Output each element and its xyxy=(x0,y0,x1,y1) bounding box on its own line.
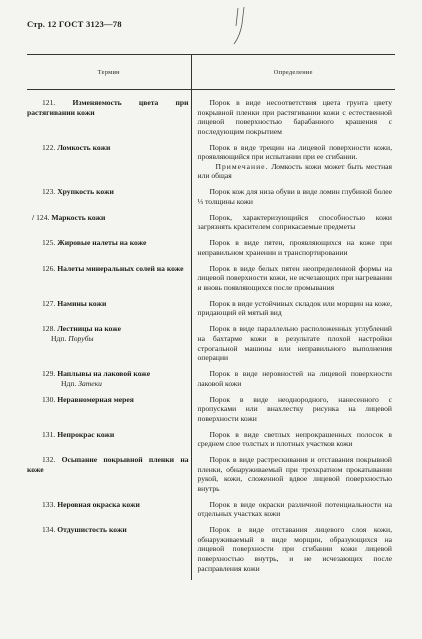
definition-cell xyxy=(191,395,395,430)
definition-cell xyxy=(191,143,395,188)
definition-text: Порок в виде трещин на лицевой поверхности кожи, проявляющийся при испытании при ее сгибании. xyxy=(197,142,392,162)
term-text: Жировые налеты на коже xyxy=(57,238,147,248)
term-cell xyxy=(27,143,191,188)
term-cell xyxy=(27,324,191,369)
term-text: Осыпание покрывной пленки на коже xyxy=(27,455,189,474)
definition-cell xyxy=(191,187,395,212)
table-row xyxy=(27,90,395,143)
definition-cell xyxy=(191,455,395,500)
term-cell xyxy=(27,299,191,324)
term-cell xyxy=(27,90,191,143)
synonym-line xyxy=(27,334,189,344)
term-number: 133. xyxy=(42,499,56,509)
terms-table xyxy=(27,54,395,580)
definition-cell xyxy=(191,324,395,369)
term-text: Отдушистость кожи xyxy=(57,525,127,535)
term-cell xyxy=(27,455,191,500)
definition-text: Порок в виде неоднородного, нанесенного с пропусками или внахлестку рисунка на лицевой поверхности кожи xyxy=(197,394,392,423)
synonym-prefix: Ндп. xyxy=(51,333,67,343)
table-row xyxy=(27,369,395,394)
definition-note xyxy=(198,162,393,181)
definition-cell xyxy=(191,213,395,238)
table-row xyxy=(27,500,395,525)
synonym-prefix: Ндп. xyxy=(61,378,77,388)
table-row xyxy=(27,324,395,369)
term-cell xyxy=(27,369,191,394)
definition-cell xyxy=(191,238,395,263)
term-number: 122. xyxy=(42,142,56,152)
term-cell xyxy=(27,525,191,579)
definition-cell xyxy=(191,430,395,455)
term-text: Намины кожи xyxy=(57,298,107,308)
term-number: 126. xyxy=(42,263,56,273)
definition-text: Порок в виде растрескивания и отставания покрывной пленки, обнаруживаемый при трехкратном прокатывании рукой, кожи, сложенной вдвое лицевой поверхностью внутрь xyxy=(197,455,392,493)
term-number: 124. xyxy=(36,212,50,222)
term-text: Непрокрас кожи xyxy=(57,429,115,439)
table-row xyxy=(27,455,395,500)
term-cell xyxy=(27,430,191,455)
term-number: 134. xyxy=(42,525,56,535)
table-row xyxy=(27,525,395,579)
definition-text: Порок в виде окраски различной потенциальности на отдельных участках кожи xyxy=(197,499,392,519)
term-number: 127. xyxy=(42,298,56,308)
note-label: Примечание. xyxy=(215,161,269,171)
table-row xyxy=(27,213,395,238)
definition-text: Порок кож для низа обуви в виде ломин глубиной более ⅓ толщины кожи xyxy=(197,187,392,206)
term-cell xyxy=(27,238,191,263)
table-row xyxy=(27,187,395,212)
table-row xyxy=(27,238,395,263)
column-header-definitions: Определение xyxy=(191,55,395,90)
page-header: Стр. 12 ГОСТ 3123—78 xyxy=(27,19,122,29)
synonym-text: Порубы xyxy=(68,333,94,343)
term-number: 128. xyxy=(42,324,56,334)
column-header-terms: Термин xyxy=(27,55,191,90)
synonym-text: Затеки xyxy=(78,378,102,388)
table-row xyxy=(27,299,395,324)
synonym-line xyxy=(27,379,189,389)
term-number: 131. xyxy=(42,429,56,439)
definition-cell xyxy=(191,369,395,394)
term-cell xyxy=(27,187,191,212)
term-number: 130. xyxy=(42,394,56,404)
term-number: 125. xyxy=(42,238,56,248)
table-row xyxy=(27,395,395,430)
definition-cell xyxy=(191,500,395,525)
definition-text: Порок в виде белых пятен неопределенной формы на лицевой поверхности кожи, не исчезающих при нагревании и вновь появляющихся после промывания xyxy=(197,263,392,292)
note-text: Ломкость кожи может быть местная или общая xyxy=(197,161,392,181)
definition-cell xyxy=(191,90,395,143)
term-text: Неравномерная мерея xyxy=(57,394,134,404)
term-cell xyxy=(27,213,191,238)
definition-cell xyxy=(191,525,395,579)
term-text: Хрупкость кожи xyxy=(57,187,114,197)
term-cell xyxy=(27,264,191,299)
term-text: Ломкость кожи xyxy=(57,142,111,152)
definition-text: Порок в виде несоответствия цвета грунта цвету покрывной пленки при растягивании кожи с естественной лицевой поверхностью барабанного крашения с последующим покрытием xyxy=(197,98,392,136)
definition-text: Порок, характеризующийся способностью кожи загрязнять красителем соприкасаемые предметы xyxy=(197,212,392,232)
term-number: 132. xyxy=(42,455,56,465)
table-header-row xyxy=(27,55,395,90)
table-row xyxy=(27,430,395,455)
definition-text: Порок в виде светлых непрокрашенных полосок в среднем слое толстых и плотных участков кожи xyxy=(197,429,392,449)
term-number: 129. xyxy=(42,369,56,379)
definition-text: Порок в виде устойчивых складок или морщин на коже, придающий ей мятый вид xyxy=(197,298,392,318)
definition-cell xyxy=(191,299,395,324)
definition-text: Порок в виде неровностей на лицевой поверхности лаковой кожи xyxy=(197,369,392,388)
term-cell xyxy=(27,395,191,430)
table-row xyxy=(27,143,395,188)
term-text: Лестницы на коже xyxy=(57,324,122,334)
margin-mark: / xyxy=(32,212,35,222)
definition-cell xyxy=(191,264,395,299)
term-text: Маркость кожи xyxy=(51,212,106,222)
definition-text: Порок в виде параллельно расположенных углублений на бахтарме кожи в результате плохой настройки строгальной машины или неправильного выполнения операции xyxy=(197,324,392,363)
pen-mark xyxy=(228,6,258,46)
term-number: 123. xyxy=(42,187,56,197)
term-text: Наплывы на лаковой коже xyxy=(57,369,151,379)
term-text: Неровная окраска кожи xyxy=(57,499,140,509)
definition-text: Порок в виде пятен, проявляющихся на коже при неправильном хранении и транспортировании xyxy=(197,238,392,257)
term-text: Налеты минеральных солей на коже xyxy=(57,263,184,273)
table-row xyxy=(27,264,395,299)
term-number: 121. xyxy=(42,98,56,107)
term-text: Изменяемость цвета при растягивании кожи xyxy=(27,98,189,117)
definition-text: Порок в виде отставания лицевого слоя кожи, обнаруживаемый в виде морщин, образующихся на лицевой поверхности при сгибании кожи лицевой поверхностью внутрь, и не исчезающих после расправления кожи xyxy=(197,525,392,573)
term-cell xyxy=(27,500,191,525)
